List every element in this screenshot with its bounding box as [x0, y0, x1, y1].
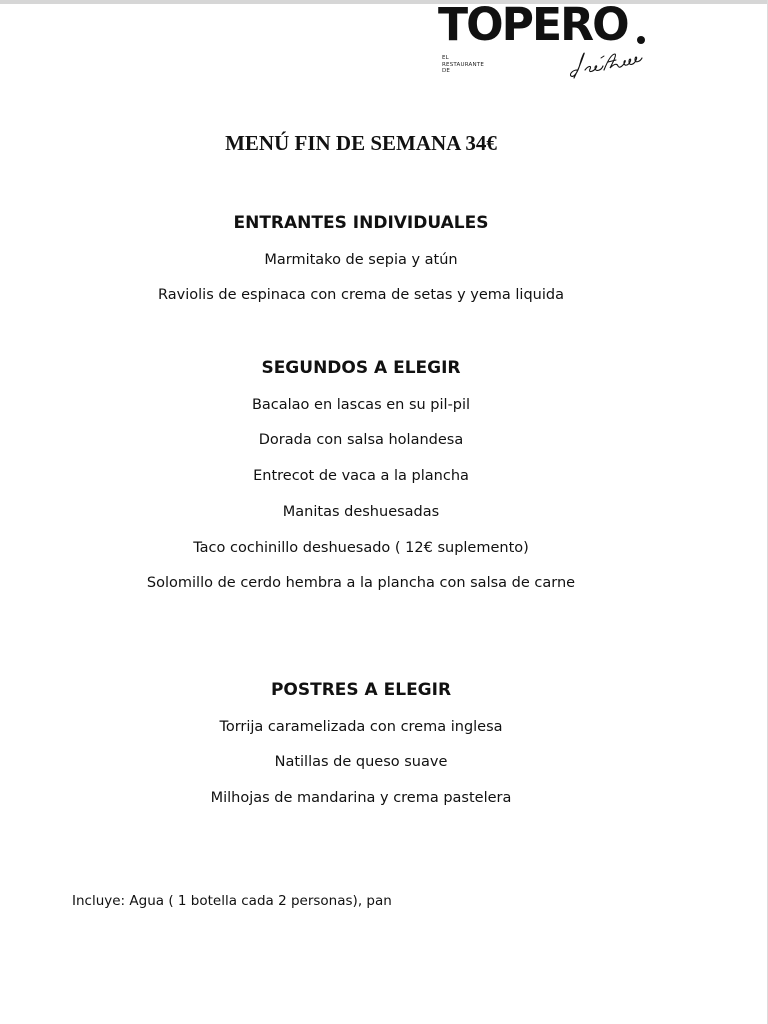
menu-item: Natillas de queso suave	[274, 754, 448, 770]
logo-brand-name: TOPERO	[438, 0, 628, 51]
logo-subtitle-line: EL	[442, 55, 449, 61]
logo-subtitle-line: DE	[442, 68, 451, 74]
section-heading-entrantes: ENTRANTES INDIVIDUALES	[233, 213, 489, 233]
menu-item: Taco cochinillo deshuesado ( 12€ suplemento)	[193, 540, 529, 556]
menu-item: Entrecot de vaca a la plancha	[253, 468, 469, 484]
section-heading-postres: POSTRES A ELEGIR	[270, 680, 452, 700]
logo-subtitle-line: RESTAURANTE	[442, 61, 485, 68]
menu-item: Raviolis de espinaca con crema de setas y yema liquida	[158, 287, 564, 303]
logo-dot	[637, 36, 645, 44]
restaurant-logo	[438, 0, 658, 84]
menu-item: Dorada con salsa holandesa	[258, 432, 464, 448]
menu-item: Solomillo de cerdo hembra a la plancha con salsa de carne	[146, 575, 576, 591]
logo-subtitle	[442, 55, 484, 75]
menu-title: MENÚ FIN DE SEMANA 34€	[225, 131, 497, 155]
menu-item: Manitas deshuesadas	[282, 504, 440, 520]
menu-item: Bacalao en lascas en su pil-pil	[251, 397, 471, 413]
menu-item: Torrija caramelizada con crema inglesa	[219, 719, 503, 735]
section-heading-segundos: SEGUNDOS A ELEGIR	[261, 358, 461, 378]
menu-item: Marmitako de sepia y atún	[264, 252, 458, 268]
includes-note: Incluye: Agua ( 1 botella cada 2 personas), pan	[72, 893, 392, 909]
logo-signature-icon	[568, 48, 644, 82]
menu-item: Milhojas de mandarina y crema pastelera	[210, 790, 512, 806]
